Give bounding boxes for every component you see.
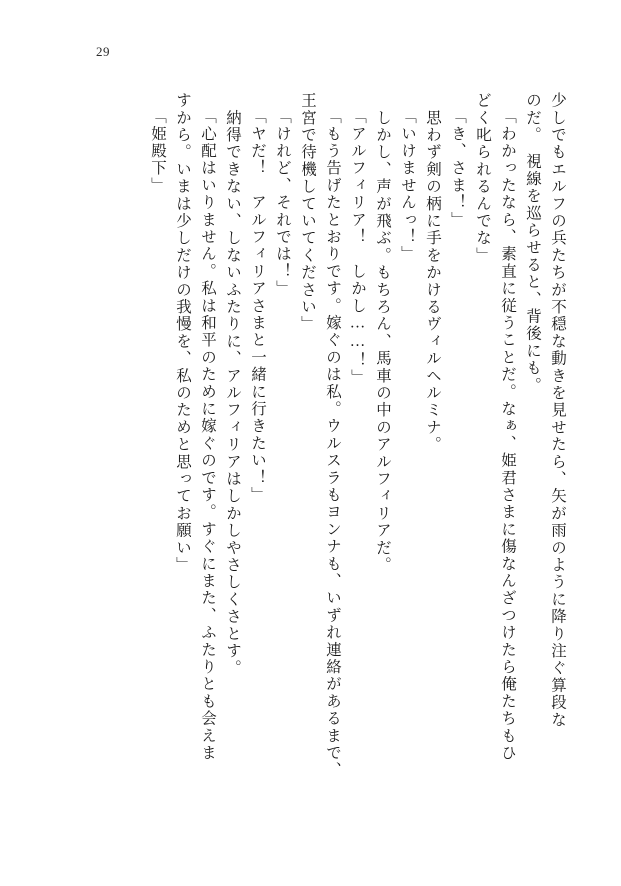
text-column: 「心配はいりません。私は和平のために嫁ぐのです。すぐにまた、ふたりとも会えま	[199, 108, 216, 762]
text-column: 少しでもエルフの兵たちが不穏な動きを見せたら、矢が雨のように降り注ぐ算段な	[549, 92, 566, 729]
text-column: 「けれど、それでは！」	[274, 108, 291, 298]
text-column: 「アルフィリア！ しかし……！」	[349, 108, 366, 387]
text-column: しかし、声が飛ぶ。もちろん、馬車の中のアルフィリアだ。	[374, 92, 391, 574]
text-column: 「わかったなら、素直に従うことだ。なぁ、姫君さまに傷なんざつけたら俺たちもひ	[499, 108, 516, 762]
text-column: すから。いまは少しだけの我慢を、私のためと思ってお願い」	[174, 92, 191, 574]
text-column: 「き、さま！」	[449, 108, 466, 229]
text-column: 「もう告げたとおりです。嫁ぐのは私。ウルスラもヨンナも、いずれ連絡があるまで、	[324, 108, 341, 779]
text-column: どく叱られるんでな」	[474, 92, 491, 264]
text-column: 王宮で待機していてください」	[299, 92, 316, 333]
novel-body-text	[60, 92, 565, 812]
text-column: 「姫殿下」	[149, 108, 166, 194]
text-column: 思わず剣の柄に手をかけるヴィルヘルミナ。	[424, 92, 441, 454]
page-number: 29	[96, 44, 110, 59]
text-column: 「いけませんっ！」	[399, 108, 416, 263]
text-column: 納得できない、しないふたりに、アルフィリアはしかしやさしくさとす。	[224, 92, 241, 677]
text-column: のだ。 視線を巡らせると、背後にも。	[524, 92, 541, 394]
text-column: 「ヤだ！ アルフィリアさまと一緒に行きたい！」	[249, 108, 266, 504]
